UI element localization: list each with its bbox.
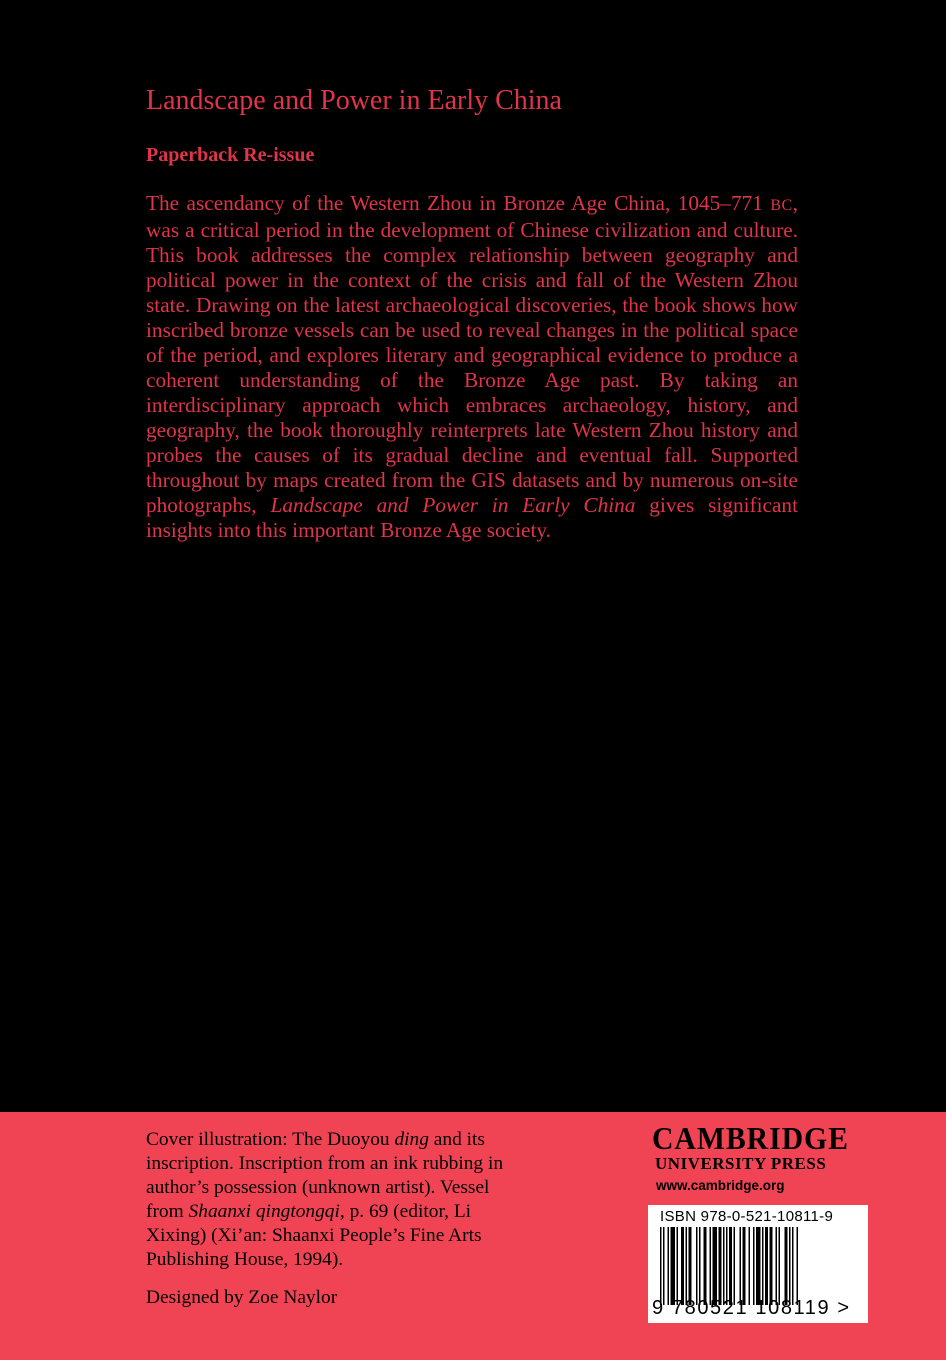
credit-part-3: p. 69 (editor, Li Xixing) (Xi’an: Shaanxi People’s Fine Arts Publishing House, 1994). [146, 1201, 482, 1270]
barcode-bar [779, 1227, 781, 1305]
credit-part-2: and its inscription. Inscription from an ink rubbing in author’s possession (unknown artist). Vessel from [146, 1129, 504, 1222]
book-title: Landscape and Power in Early China [146, 85, 562, 116]
designer-credit: Designed by Zoe Naylor [146, 1287, 338, 1308]
credit-italic-1: ding [394, 1129, 429, 1150]
barcode-bar [663, 1227, 665, 1305]
barcode-bar [726, 1227, 728, 1305]
barcode-bar [753, 1227, 755, 1305]
barcode-bar [723, 1227, 725, 1305]
barcode-bar [762, 1227, 764, 1305]
barcode-bar [710, 1227, 712, 1305]
edition-label: Paperback Re-issue [146, 144, 315, 166]
blurb-italic-title: Landscape and Power in Early China [270, 493, 636, 517]
blurb-part-3: gives significant insights into this important Bronze Age society. [146, 493, 798, 542]
publisher-logo-press: UNIVERSITY PRESS [655, 1154, 827, 1173]
barcode-bar [785, 1227, 788, 1305]
barcode-bar [671, 1227, 676, 1305]
publisher-url: www.cambridge.org [656, 1178, 785, 1193]
barcode-bar [729, 1227, 732, 1305]
barcode-bar [686, 1227, 688, 1305]
barcode-bar [719, 1227, 722, 1305]
blurb-era: BC [770, 197, 793, 214]
credit-part-1: Cover illustration: The Duoyou [146, 1129, 395, 1150]
cover-illustration-credit [146, 1128, 526, 1272]
barcode-bar [797, 1227, 799, 1305]
isbn-label: ISBN 978-0-521-10811-9 [660, 1208, 834, 1225]
barcode-bar [713, 1227, 718, 1305]
barcode-bar [789, 1227, 791, 1305]
barcode-icon [660, 1227, 850, 1305]
barcode-bar [696, 1227, 698, 1305]
barcode-bar [699, 1227, 701, 1305]
barcode-bar [792, 1227, 794, 1305]
barcode-bar [740, 1227, 742, 1305]
barcode-bar [749, 1227, 751, 1305]
barcode-bar [743, 1227, 746, 1305]
blurb-part-1: The ascendancy of the Western Zhou in Bronze Age China, 1045–771 [146, 191, 771, 215]
barcode-bar [681, 1227, 684, 1305]
credit-italic-2: Shaanxi qingtongqi, [188, 1201, 345, 1222]
barcode-bar [776, 1227, 778, 1305]
barcode-bar [734, 1227, 736, 1305]
barcode-bar [770, 1227, 773, 1305]
barcode-bar [765, 1227, 768, 1305]
barcode-bar [756, 1227, 761, 1305]
barcode-digits: 9 780521 108119 > [652, 1297, 851, 1319]
barcode-bar [668, 1227, 670, 1305]
publisher-logo-name: CAMBRIDGE [652, 1120, 849, 1156]
barcode-bar [677, 1227, 679, 1305]
barcode-bar [660, 1227, 662, 1305]
barcode-bar [689, 1227, 692, 1305]
blurb-part-2: , was a critical period in the development of Chinese civilization and culture. This book addresses the complex relationship between geography and political power in the context of the crisis and fall of the Western Zhou state. Drawing on the latest archaeological discoveries, the book shows how inscribed bronze vessels can be used to reveal changes in the political space of the period, and explores literary and geographical evidence to produce a coherent understanding of the Bronze Age past. By taking an interdisciplinary approach which embraces archaeology, history, and geography, the book thoroughly reinterprets late Western Zhou history and probes the causes of its gradual decline and eventual fall. Supported throughout by maps created from the GIS datasets and by numerous on-site photographs, [146, 191, 798, 517]
barcode-bar [704, 1227, 707, 1305]
book-description [146, 191, 798, 543]
